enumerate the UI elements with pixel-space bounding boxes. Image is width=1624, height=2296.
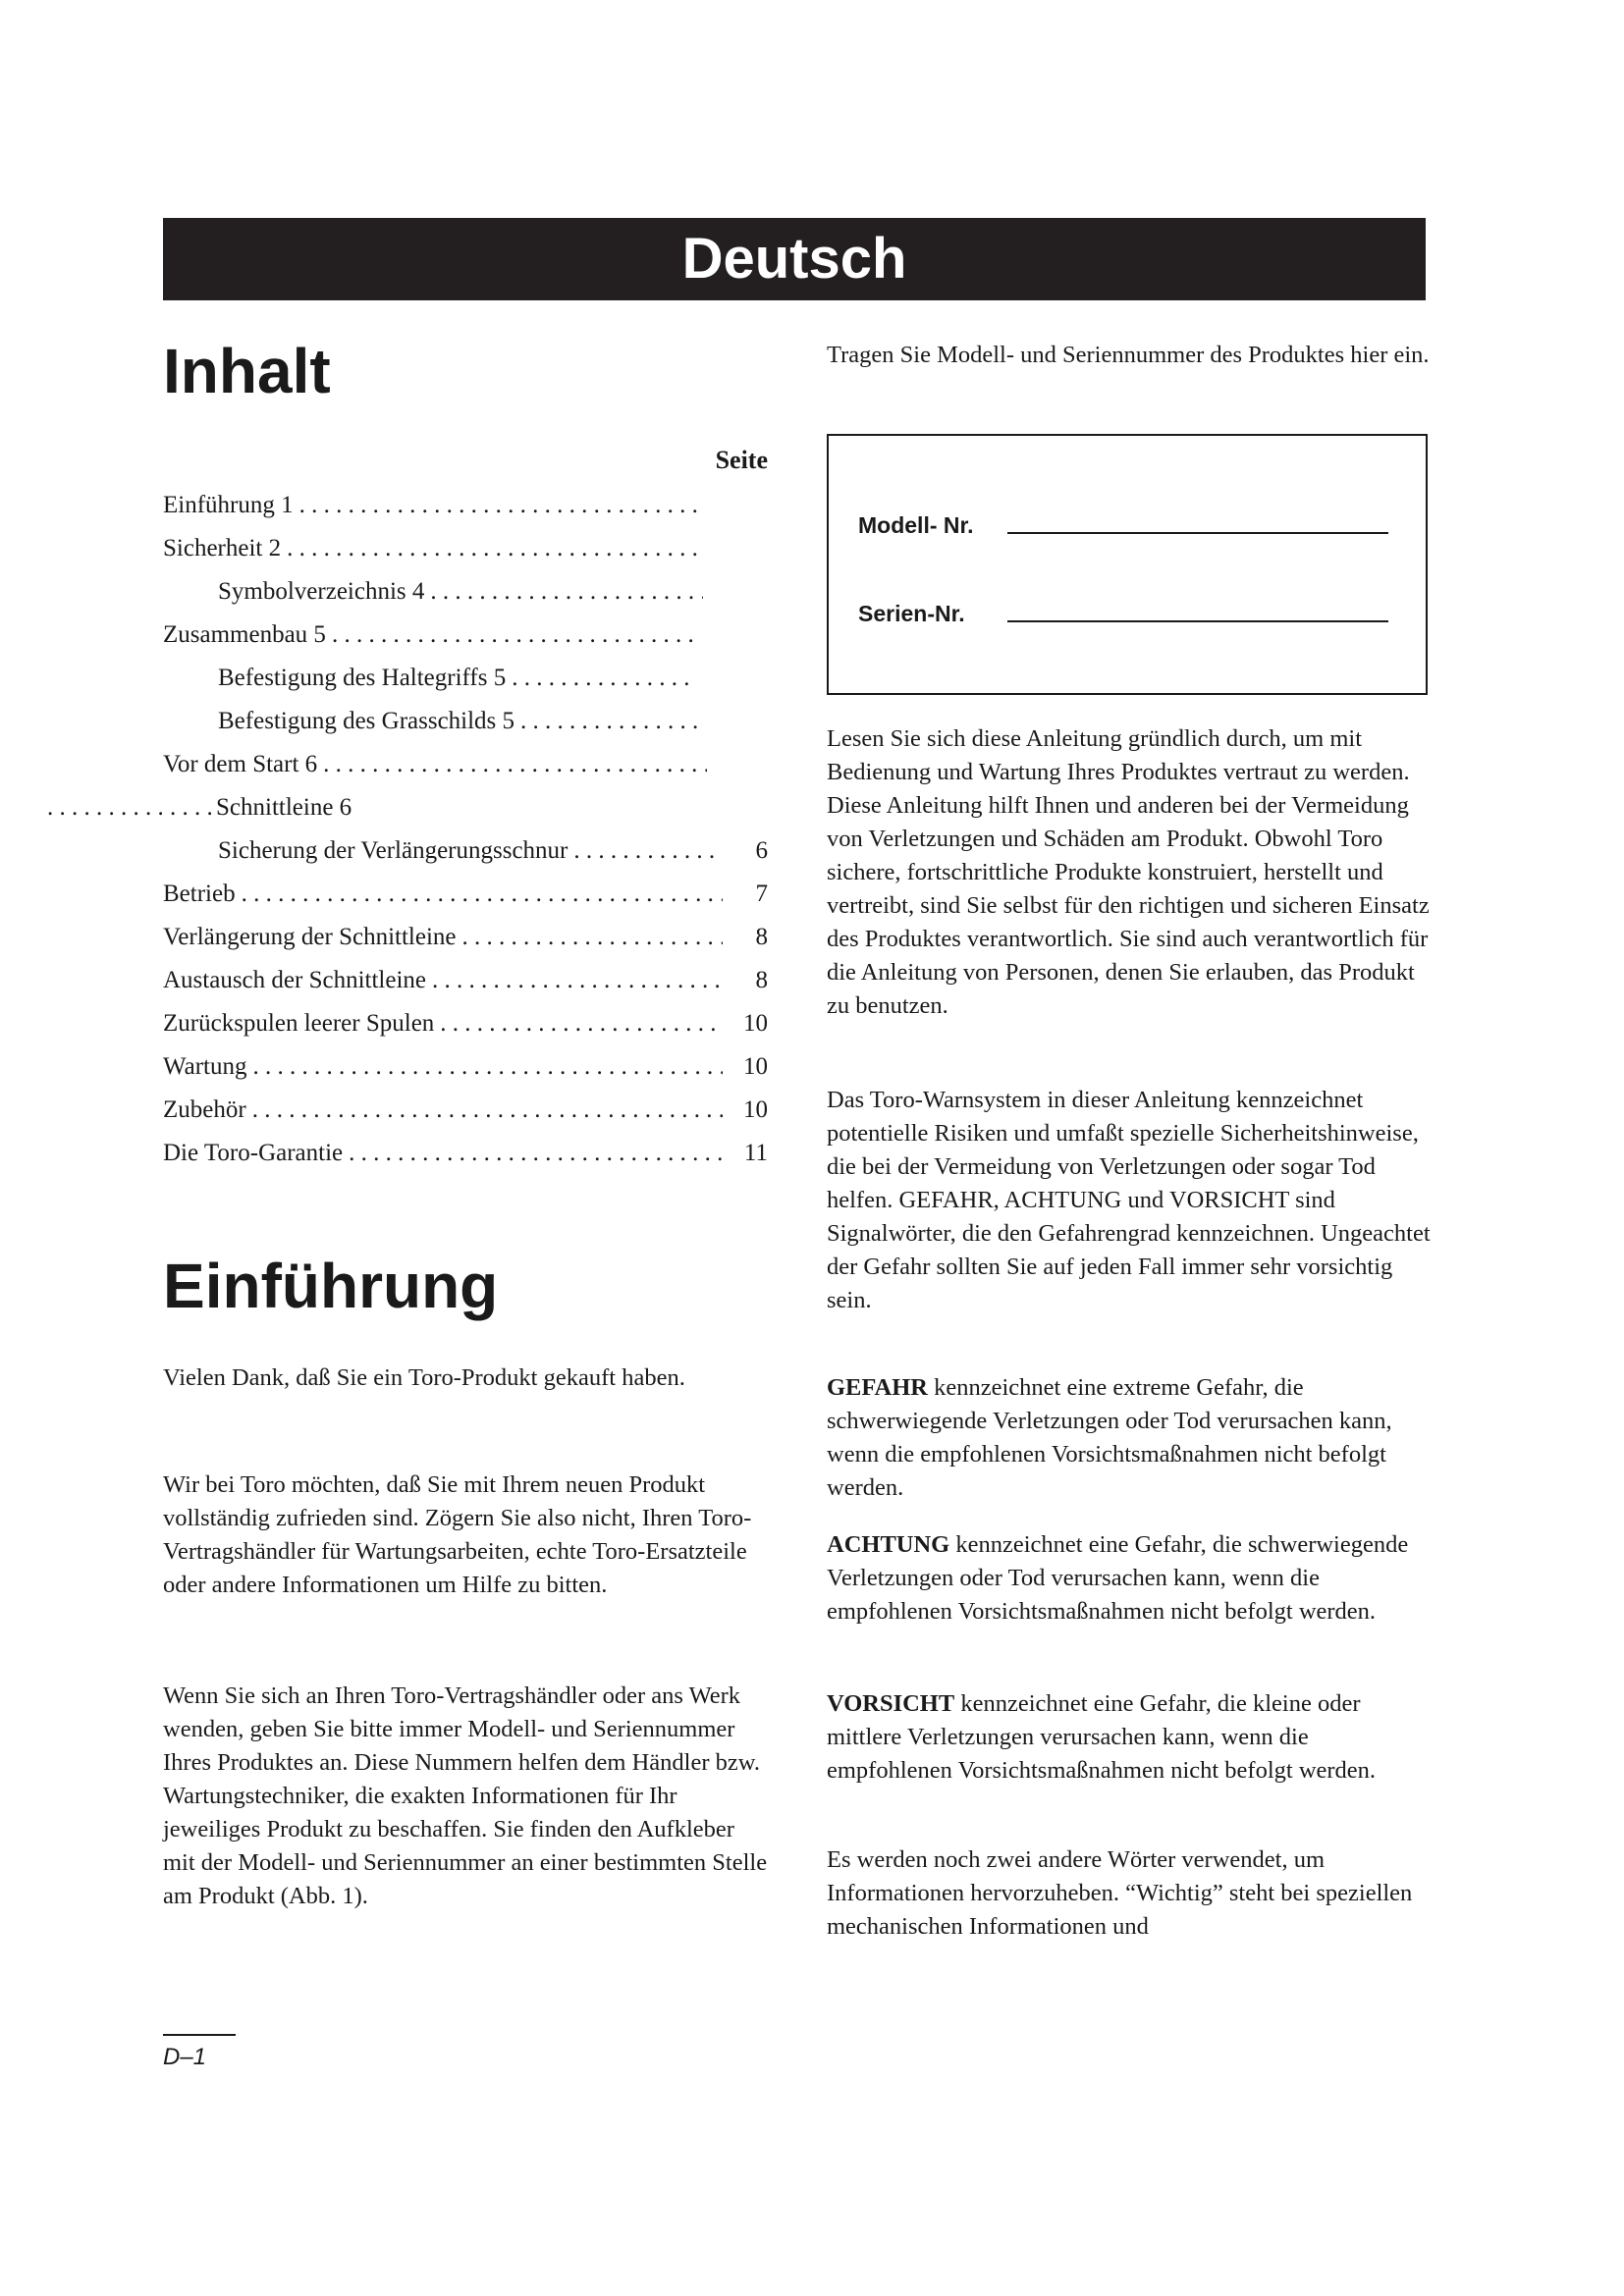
toc-entry[interactable] [47, 790, 401, 826]
model-number-field[interactable] [1007, 532, 1388, 534]
toc-entry-title: Verlängerung der Schnittleine [163, 924, 457, 950]
serial-number-label: Serien-Nr. [858, 601, 965, 626]
record-numbers-intro: Tragen Sie Modell- und Seriennummer des Produktes hier ein. [827, 342, 1430, 368]
toc-entry[interactable] [218, 574, 709, 610]
toc-entry-page: 8 [755, 924, 768, 950]
language-banner: Deutsch [163, 218, 1426, 300]
toc-entry[interactable] [218, 661, 703, 696]
toc-entry[interactable] [163, 963, 768, 998]
achtung-text: kennzeichnet eine Gefahr, die schwerwiegende Verletzungen oder Tod verursachen kann, wenn die empfohlenen Vorsichtsmaßnahmen nicht befolgt werden. [827, 1531, 1409, 1625]
vorsicht-signal-word: VORSICHT [827, 1690, 955, 1717]
toc-entry-title: Wartung [163, 1053, 247, 1080]
toc-leader-dots [512, 661, 697, 696]
gefahr-signal-word: GEFAHR [827, 1374, 928, 1401]
toc-leader-dots [299, 488, 697, 523]
toc-entry[interactable] [163, 920, 768, 955]
warning-system-paragraph: Das Toro-Warnsystem in dieser Anleitung kennzeichnet potentielle Risiken und umfaßt spezielle Sicherheitshinweise, die bei der Vermeidung von Verletzungen oder sogar Tod helfen. GEFAHR, ACHTUNG und VORSICHT sind Signalwörter, die den Gefahrengrad kennzeichnen. Ungeachtet der Gefahr sollten Sie auf jeden Fall immer sehr vorsichtig sein. [827, 1087, 1431, 1313]
achtung-paragraph [827, 1528, 1435, 1629]
toc-leader-dots [349, 1136, 723, 1171]
toc-entry-title: Sicherung der Verlängerungsschnur [218, 837, 568, 864]
toc-entry[interactable] [163, 617, 703, 653]
intro-paragraph-3: Wenn Sie sich an Ihren Toro-Vertragshändler oder ans Werk wenden, geben Sie bitte immer Modell- und Seriennummer Ihres Produktes an. Diese Nummern helfen dem Händler bzw. Wartungstechniker, die exakten Informationen für Ihr jeweiliges Produkt zu beschaffen. Sie finden den Aufkleber mit der Modell- und Seriennummer an einer bestimmten Stelle am Produkt (Abb. 1). [163, 1682, 768, 1909]
toc-entry-title: Einführung 1 [163, 492, 294, 518]
table-of-contents [0, 0, 785, 1178]
toc-entry-page: 7 [755, 881, 768, 907]
toc-entry[interactable] [163, 877, 768, 912]
toc-leader-dots [252, 1049, 723, 1085]
toc-leader-dots [242, 877, 723, 912]
toc-entry-page: 10 [743, 1053, 768, 1080]
toc-leader-dots [252, 1093, 723, 1128]
toc-entry[interactable] [218, 833, 768, 869]
gefahr-text: kennzeichnet eine extreme Gefahr, die schwerwiegende Verletzungen oder Tod verursachen kann, wenn die empfohlenen Vorsichtsmaßnahmen nicht befolgt werden. [827, 1374, 1392, 1501]
toc-leader-dots [430, 574, 703, 610]
toc-entry-title: Befestigung des Haltegriffs 5 [218, 665, 507, 691]
gefahr-paragraph [827, 1371, 1435, 1505]
intro-heading: Einführung [163, 1251, 499, 1321]
toc-entry-title: Befestigung des Grasschilds 5 [218, 708, 515, 734]
toc-entry[interactable] [163, 1136, 768, 1171]
serial-number-field[interactable] [1007, 620, 1388, 622]
toc-entry-page: 10 [743, 1010, 768, 1037]
model-serial-record-box [827, 434, 1428, 695]
model-number-label: Modell- Nr. [858, 512, 974, 538]
vorsicht-paragraph [827, 1687, 1435, 1788]
toc-entry-title: Vor dem Start 6 [163, 751, 318, 777]
toc-leader-dots [432, 963, 723, 998]
toc-entry[interactable] [163, 1093, 768, 1128]
achtung-signal-word: ACHTUNG [827, 1531, 950, 1558]
toc-leader-dots [47, 790, 214, 826]
toc-entry-title: Betrieb [163, 881, 236, 907]
other-words-paragraph: Es werden noch zwei andere Wörter verwendet, um Informationen hervorzuheben. “Wichtig” steht bei speziellen mechanischen Informationen und [827, 1846, 1413, 1940]
toc-entry[interactable] [163, 488, 703, 523]
toc-entry-title: Zusammenbau 5 [163, 621, 326, 648]
toc-page-column-label: Seite [715, 446, 768, 474]
toc-entry[interactable] [218, 704, 703, 739]
intro-paragraph-1: Vielen Dank, daß Sie ein Toro-Produkt gekauft haben. [163, 1364, 685, 1391]
toc-entry-page: 8 [755, 967, 768, 993]
toc-entry-title: Zurückspulen leerer Spulen [163, 1010, 435, 1037]
toc-entry[interactable] [163, 531, 703, 566]
toc-leader-dots [323, 747, 707, 782]
toc-entry[interactable] [163, 1006, 768, 1041]
toc-leader-dots [332, 617, 697, 653]
toc-entry-page: 11 [743, 1140, 768, 1166]
toc-heading: Inhalt [163, 336, 331, 406]
toc-entry-title: Symbolverzeichnis 4 [218, 578, 425, 605]
vorsicht-text: kennzeichnet eine Gefahr, die kleine oder mittlere Verletzungen verursachen kann, wenn die empfohlenen Vorsichtsmaßnahmen nicht befolgt werden. [827, 1690, 1377, 1784]
toc-entry-title: Zubehör [163, 1096, 246, 1123]
toc-entry-title: Schnittleine 6 [216, 794, 352, 821]
toc-entry-page: 10 [743, 1096, 768, 1123]
toc-entry-title: Sicherheit 2 [163, 535, 282, 561]
toc-entry-page: 6 [755, 837, 768, 864]
toc-leader-dots [462, 920, 723, 955]
toc-entry-title: Austausch der Schnittleine [163, 967, 426, 993]
toc-leader-dots [573, 833, 723, 869]
toc-entry[interactable] [163, 747, 713, 782]
toc-leader-dots [520, 704, 697, 739]
page-number: D–1 [163, 2044, 207, 2070]
toc-entry-title: Die Toro-Garantie [163, 1140, 344, 1166]
footer-rule [163, 2034, 236, 2036]
toc-entry[interactable] [163, 1049, 768, 1085]
toc-leader-dots [440, 1006, 723, 1041]
intro-paragraph-2: Wir bei Toro möchten, daß Sie mit Ihrem neuen Produkt vollständig zufrieden sind. Zögern Sie also nicht, Ihren Toro-Vertragshändler für Wartungsarbeiten, echte Toro-Ersatzteile oder andere Informationen um Hilfe zu bitten. [163, 1471, 752, 1598]
read-manual-paragraph: Lesen Sie sich diese Anleitung gründlich durch, um mit Bedienung und Wartung Ihres Produktes vertraut zu werden. Diese Anleitung hilft Ihnen und anderen bei der Vermeidung von Verletzungen und Schäden am Produkt. Obwohl Toro sichere, fortschrittliche Produkte konstruiert, herstellt und vertreibt, sind Sie selbst für den richtigen und sicheren Einsatz des Produktes verantwortlich. Sie sind auch verantwortlich für die Anleitung von Personen, denen Sie erlauben, das Produkt zu benutzen. [827, 725, 1430, 1019]
toc-leader-dots [287, 531, 697, 566]
